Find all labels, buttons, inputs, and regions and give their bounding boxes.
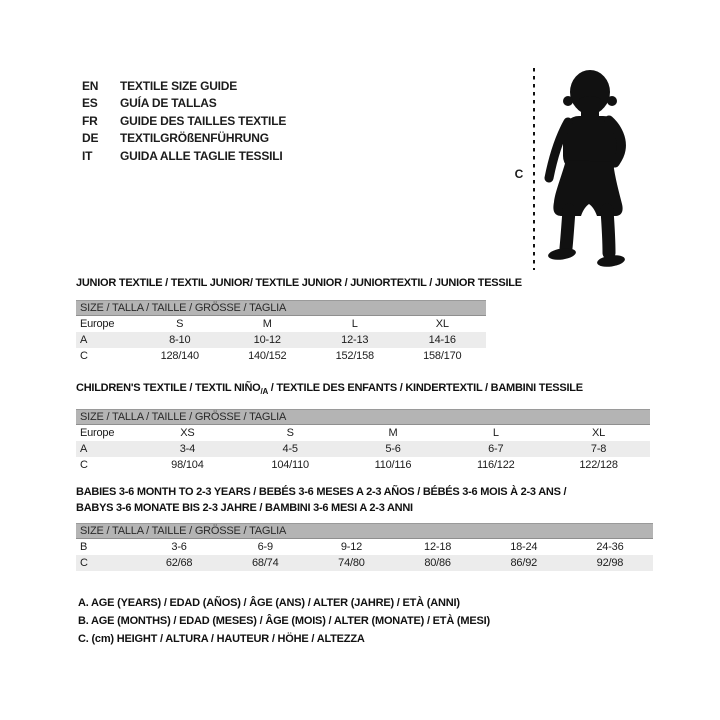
size-cell: 80/86 xyxy=(424,557,451,569)
table-title xyxy=(76,381,650,399)
size-cell: XL xyxy=(435,318,449,330)
table-row-height xyxy=(76,555,653,571)
table-row-height xyxy=(76,348,486,364)
size-cell: 128/140 xyxy=(160,350,199,362)
row-label: A xyxy=(80,334,88,346)
language-row-fr xyxy=(82,112,286,130)
note-age-years: A. AGE (YEARS) / EDAD (AÑOS) / ÂGE (ANS) / ALTER (JAHRE) / ETÀ (ANNI) xyxy=(78,597,460,609)
language-title: GUÍA DE TALLAS xyxy=(120,96,217,111)
toddler-silhouette-icon xyxy=(505,60,670,275)
size-cell: 74/80 xyxy=(338,557,365,569)
table-title xyxy=(76,484,653,516)
size-cell: M xyxy=(262,318,272,330)
title-line-1: BABIES 3-6 MONTH TO 2-3 YEARS / BEBÉS 3-6 MESES A 2-3 AÑOS / BÉBÉS 3-6 MOIS À 2-3 ANS / xyxy=(76,486,567,498)
size-cell: 3-4 xyxy=(179,443,196,456)
note-height-cm: C. (cm) HEIGHT / ALTURA / HAUTEUR / HÖHE / ALTEZZA xyxy=(78,633,365,645)
size-cell: 18-24 xyxy=(510,541,538,553)
size-cell: 4-5 xyxy=(282,443,298,456)
language-code: DE xyxy=(82,131,99,146)
language-row-en xyxy=(82,77,286,95)
size-cell: XS xyxy=(180,427,195,440)
note-age-months: B. AGE (MONTHS) / EDAD (MESES) / ÂGE (MOIS) / ALTER (MONATE) / ETÀ (MESI) xyxy=(78,615,490,627)
size-cell: 14-16 xyxy=(428,334,456,346)
size-cell: L xyxy=(351,318,358,330)
language-list xyxy=(82,77,286,165)
size-cell: 12-13 xyxy=(341,334,369,346)
language-title: GUIDA ALLE TAGLIE TESSILI xyxy=(120,148,283,163)
table-row-europe xyxy=(76,316,486,332)
size-cell: 9-12 xyxy=(340,541,363,553)
row-label: C xyxy=(80,459,88,472)
size-cell: 158/170 xyxy=(423,350,462,362)
junior-textile-table xyxy=(76,276,522,364)
table-row-age xyxy=(76,332,486,348)
table-row-age xyxy=(76,441,650,457)
size-cell: 62/68 xyxy=(165,557,193,569)
table-row-height xyxy=(76,457,650,473)
title-line-2: BABYS 3-6 MONATE BIS 2-3 JAHRE / BAMBINI 3-6 MESI A 2-3 ANNI xyxy=(76,502,413,514)
size-cell: 110/116 xyxy=(374,459,412,472)
table-title: JUNIOR TEXTILE / TEXTIL JUNIOR/ TEXTILE JUNIOR / JUNIORTEXTIL / JUNIOR TESSILE xyxy=(76,277,522,289)
language-code: EN xyxy=(82,78,99,93)
size-cell: L xyxy=(492,427,499,440)
language-row-it xyxy=(82,147,286,165)
babies-textile-table xyxy=(76,484,653,571)
size-cell: S xyxy=(176,318,184,330)
title-part: / TEXTILE DES ENFANTS / KINDERTEXTIL / BAMBINI TESSILE xyxy=(267,382,583,394)
size-cell: 68/74 xyxy=(251,557,279,569)
size-cell: 8-10 xyxy=(169,334,191,346)
table-row-europe xyxy=(76,425,650,441)
row-label: B xyxy=(80,541,88,553)
language-title: TEXTILGRÖßENFÜHRUNG xyxy=(120,131,269,146)
language-row-de xyxy=(82,130,286,148)
height-measure-label: C xyxy=(514,167,524,181)
size-cell: 6-9 xyxy=(257,541,273,553)
size-header-bar: SIZE / TALLA / TAILLE / GRÖSSE / TAGLIA xyxy=(76,523,653,539)
language-code: FR xyxy=(82,113,98,128)
size-cell: 152/158 xyxy=(335,350,374,362)
size-cell: 7-8 xyxy=(590,443,607,456)
legend-notes xyxy=(78,594,490,648)
size-cell: 3-6 xyxy=(171,541,187,553)
language-code: IT xyxy=(82,148,93,163)
size-cell: 86/92 xyxy=(510,557,538,569)
size-cell: 140/152 xyxy=(248,350,287,362)
size-cell: 104/110 xyxy=(271,459,309,472)
row-label: C xyxy=(80,557,88,569)
row-label: C xyxy=(80,350,88,362)
size-cell: M xyxy=(388,427,398,440)
size-cell: 10-12 xyxy=(253,334,281,346)
language-title: GUIDE DES TAILLES TEXTILE xyxy=(120,113,287,128)
size-cell: 12-18 xyxy=(424,541,452,553)
size-cell: 24-36 xyxy=(596,541,624,553)
language-code: ES xyxy=(82,96,98,111)
size-cell: XL xyxy=(592,427,606,440)
size-cell: 92/98 xyxy=(596,557,624,569)
table-row-age-months xyxy=(76,539,653,555)
title-subscript: /A xyxy=(260,387,268,397)
childrens-textile-table xyxy=(76,381,650,473)
size-cell: 98/104 xyxy=(171,459,204,472)
size-cell: 116/122 xyxy=(477,459,515,472)
size-header-bar: SIZE / TALLA / TAILLE / GRÖSSE / TAGLIA xyxy=(76,409,650,425)
row-label: Europe xyxy=(80,427,115,440)
row-label: Europe xyxy=(80,318,115,330)
row-label: A xyxy=(80,443,88,456)
size-cell: 5-6 xyxy=(385,443,401,456)
silhouette-body xyxy=(553,70,622,216)
language-row-es xyxy=(82,95,286,113)
size-cell: 122/128 xyxy=(579,459,618,472)
language-title: TEXTILE SIZE GUIDE xyxy=(120,78,238,93)
size-cell: 6-7 xyxy=(488,443,504,456)
size-header-bar: SIZE / TALLA / TAILLE / GRÖSSE / TAGLIA xyxy=(76,300,486,316)
size-cell: S xyxy=(286,427,294,440)
title-part: CHILDREN'S TEXTILE / TEXTIL NIÑO xyxy=(76,382,261,394)
